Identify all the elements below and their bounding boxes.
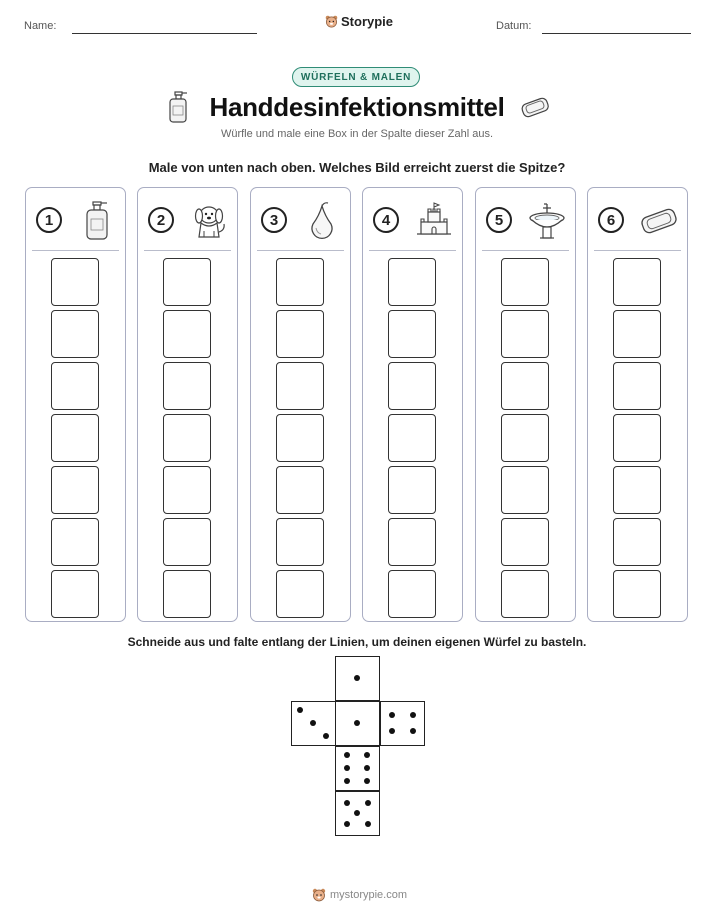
color-box[interactable]: [276, 518, 324, 566]
color-box[interactable]: [276, 466, 324, 514]
color-box[interactable]: [613, 466, 661, 514]
color-box[interactable]: [388, 518, 436, 566]
color-box[interactable]: [501, 362, 549, 410]
color-box[interactable]: [276, 570, 324, 618]
color-box[interactable]: [163, 414, 211, 462]
die-pip: [297, 707, 303, 713]
soap-bar-icon: [638, 200, 680, 242]
sandcastle-icon: [413, 200, 455, 242]
color-box[interactable]: [51, 362, 99, 410]
name-line[interactable]: [72, 33, 257, 34]
color-box[interactable]: [388, 466, 436, 514]
die-face-1: [335, 656, 380, 701]
color-box[interactable]: [613, 258, 661, 306]
die-face-5: [335, 791, 380, 836]
color-box[interactable]: [388, 362, 436, 410]
brand-name: Storypie: [341, 14, 394, 29]
column-divider: [257, 250, 344, 251]
die-pip: [323, 733, 329, 739]
color-box[interactable]: [501, 570, 549, 618]
column-6: [587, 187, 688, 622]
page-subtitle: Würfle und male eine Box in der Spalte dieser Zahl aus.: [220, 128, 494, 140]
column-2: [137, 187, 238, 622]
color-box[interactable]: [51, 310, 99, 358]
color-box[interactable]: [613, 310, 661, 358]
column-3: [250, 187, 351, 622]
column-number: 2: [148, 207, 174, 233]
column-number: 5: [486, 207, 512, 233]
die-face-4: [380, 701, 425, 746]
die-pip: [410, 728, 416, 734]
color-box[interactable]: [613, 362, 661, 410]
bear-logo-icon: [325, 15, 338, 28]
color-box[interactable]: [51, 258, 99, 306]
color-box[interactable]: [163, 466, 211, 514]
column-1: [25, 187, 126, 622]
color-box[interactable]: [388, 310, 436, 358]
die-pip: [354, 675, 360, 681]
brand-logo: [325, 14, 393, 29]
color-box[interactable]: [163, 258, 211, 306]
color-box[interactable]: [613, 570, 661, 618]
column-divider: [482, 250, 569, 251]
color-box[interactable]: [276, 414, 324, 462]
column-5: [475, 187, 576, 622]
die-pip: [344, 765, 350, 771]
column-4: [362, 187, 463, 622]
die-pip: [389, 712, 395, 718]
die-pip: [354, 720, 360, 726]
color-box[interactable]: [501, 258, 549, 306]
puppy-icon: [188, 200, 230, 242]
sink-icon: [526, 200, 568, 242]
die-face-6: [335, 746, 380, 791]
color-box[interactable]: [51, 414, 99, 462]
column-number: 3: [261, 207, 287, 233]
column-number: 4: [373, 207, 399, 233]
color-box[interactable]: [388, 258, 436, 306]
footer: [312, 888, 407, 902]
page-title: Handdesinfektionsmittel: [209, 92, 505, 122]
color-box[interactable]: [613, 414, 661, 462]
die-pip: [344, 752, 350, 758]
bear-logo-icon: [312, 888, 326, 902]
color-box[interactable]: [276, 310, 324, 358]
color-box[interactable]: [51, 570, 99, 618]
color-box[interactable]: [163, 362, 211, 410]
column-number: 1: [36, 207, 62, 233]
column-divider: [369, 250, 456, 251]
column-number: 6: [598, 207, 624, 233]
die-pip: [364, 778, 370, 784]
column-divider: [32, 250, 119, 251]
sanitizer-bottle-icon: [76, 200, 118, 242]
color-box[interactable]: [276, 362, 324, 410]
color-box[interactable]: [501, 466, 549, 514]
die-pip: [389, 728, 395, 734]
die-pip: [365, 800, 371, 806]
name-label: Name:: [24, 20, 57, 32]
color-box[interactable]: [613, 518, 661, 566]
color-box[interactable]: [163, 570, 211, 618]
activity-badge: WÜRFELN & MALEN: [292, 67, 420, 87]
die-pip: [410, 712, 416, 718]
color-box[interactable]: [501, 310, 549, 358]
color-box[interactable]: [163, 518, 211, 566]
color-box[interactable]: [163, 310, 211, 358]
die-face-3: [291, 701, 336, 746]
color-box[interactable]: [388, 414, 436, 462]
die-pip: [310, 720, 316, 726]
game-instruction: Male von unten nach oben. Welches Bild erreicht zuerst die Spitze?: [148, 160, 566, 175]
color-box[interactable]: [501, 414, 549, 462]
footer-url: mystorypie.com: [330, 889, 408, 901]
column-divider: [144, 250, 231, 251]
die-pip: [354, 810, 360, 816]
die-pip: [344, 778, 350, 784]
column-divider: [594, 250, 681, 251]
die-pip: [344, 821, 350, 827]
water-drop-icon: [301, 200, 343, 242]
die-pip: [364, 752, 370, 758]
color-box[interactable]: [388, 570, 436, 618]
soap-bar-icon: [520, 94, 550, 120]
cut-instruction: Schneide aus und falte entlang der Linien, um deinen eigenen Würfel zu basteln.: [127, 635, 587, 649]
die-pip: [344, 800, 350, 806]
die-pip: [364, 765, 370, 771]
color-box[interactable]: [501, 518, 549, 566]
color-box[interactable]: [51, 466, 99, 514]
die-pip: [365, 821, 371, 827]
color-box[interactable]: [276, 258, 324, 306]
date-label: Datum:: [496, 20, 532, 32]
date-line[interactable]: [542, 33, 691, 34]
color-box[interactable]: [51, 518, 99, 566]
die-face-1: [335, 701, 380, 746]
